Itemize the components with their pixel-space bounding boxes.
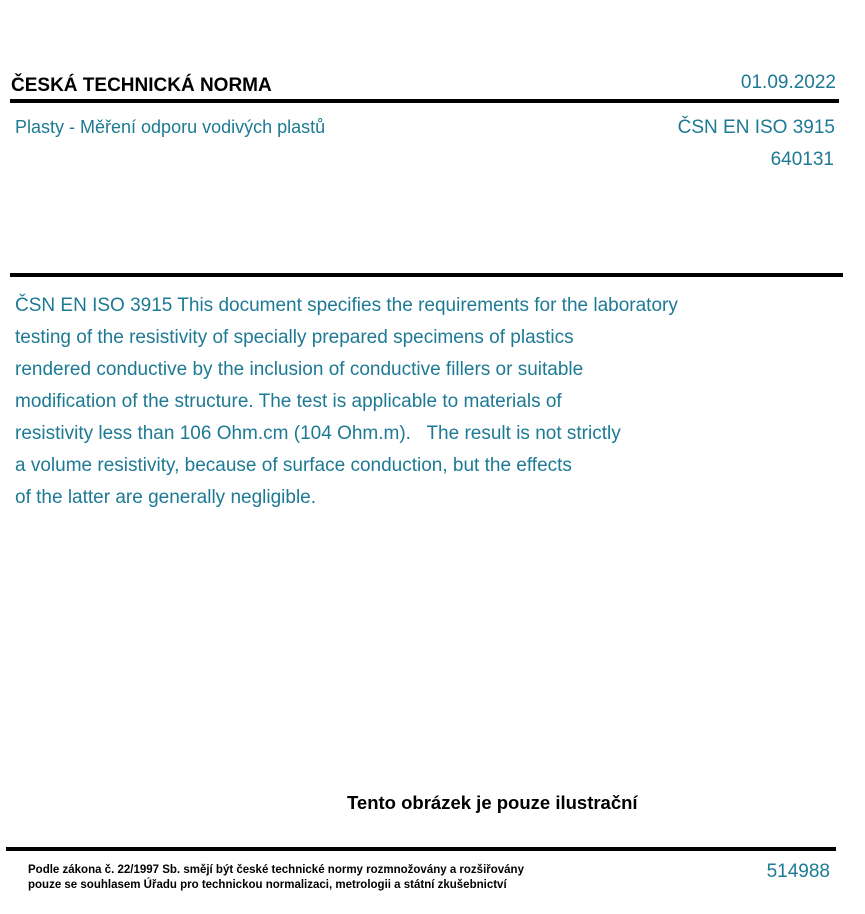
illustration-note: Tento obrázek je pouze ilustrační — [347, 792, 638, 813]
description-line: resistivity less than 106 Ohm.cm (104 Ohm.m). The result is not strictly — [15, 423, 621, 444]
legal-notice-line: Podle zákona č. 22/1997 Sb. smějí být české technické normy rozmnožovány a rozšiřovány — [28, 864, 524, 876]
publication-date: 01.09.2022 — [740, 72, 836, 93]
description-line: a volume resistivity, because of surface conduction, but the effects — [15, 455, 572, 476]
standard-code: ČSN EN ISO 3915 — [677, 117, 835, 138]
description-line: modification of the structure. The test is applicable to materials of — [15, 391, 562, 412]
legal-notice — [28, 863, 524, 893]
legal-notice-line: pouze se souhlasem Úřadu pro technickou normalizaci, metrologii a státní zkušebnictví — [28, 879, 507, 891]
classification-code: 640131 — [770, 149, 834, 170]
standard-subject: Plasty - Měření odporu vodivých plastů — [15, 117, 326, 137]
standard-description — [15, 290, 805, 514]
header-divider — [10, 99, 839, 103]
footer-divider — [6, 847, 836, 851]
section-divider — [10, 273, 843, 277]
description-line: of the latter are generally negligible. — [15, 487, 317, 508]
description-line: rendered conductive by the inclusion of conductive fillers or suitable — [15, 359, 584, 380]
document-number: 514988 — [766, 861, 830, 882]
description-line: testing of the resistivity of specially prepared specimens of plastics — [15, 327, 574, 348]
description-line: ČSN EN ISO 3915 This document specifies the requirements for the laboratory — [15, 295, 678, 316]
document-title: ČESKÁ TECHNICKÁ NORMA — [11, 75, 272, 96]
